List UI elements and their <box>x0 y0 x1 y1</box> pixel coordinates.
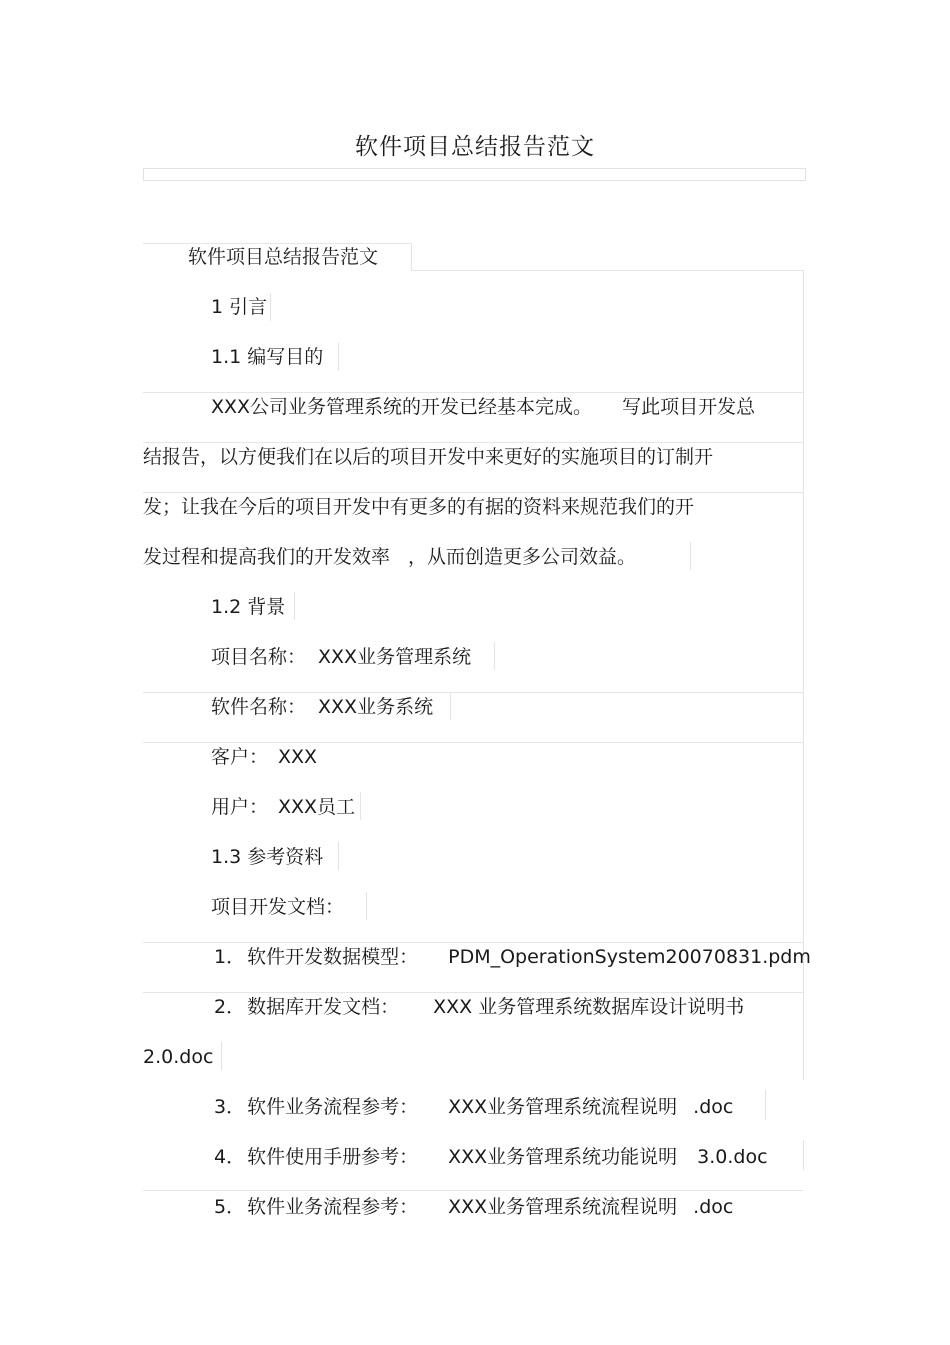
section-heading-1-1: 1.1 编写目的 <box>211 346 324 368</box>
purpose-paragraph-line: 发；让我在今后的项目开发中有更多的有据的资料来规范我们的开 <box>143 496 695 518</box>
table-rule <box>450 692 451 720</box>
purpose-text: ，从而创造更多公司效益。 <box>408 546 637 568</box>
field-label: 项目名称： <box>211 646 307 668</box>
purpose-text: 写此项目开发总 <box>622 396 756 418</box>
table-rule <box>411 243 412 270</box>
purpose-text: XXX公司业务管理系统的开发已经基本完成。 <box>211 396 593 418</box>
field-label: 软件名称： <box>211 696 307 718</box>
purpose-paragraph-line <box>143 543 636 571</box>
doc-list-item <box>214 1093 733 1121</box>
doc-list-item <box>214 1143 768 1171</box>
doc-label: 软件业务流程参考： <box>247 1196 419 1218</box>
table-rule <box>411 270 804 271</box>
table-rule <box>221 1042 222 1070</box>
doc-list-item <box>214 943 811 971</box>
table-rule <box>360 792 361 820</box>
background-user <box>211 793 355 821</box>
field-value: XXX员工 <box>278 796 356 818</box>
table-rule <box>338 842 339 870</box>
table-rule <box>366 892 367 920</box>
doc-number: 1． <box>214 946 246 968</box>
field-value: XXX <box>278 746 318 768</box>
doc-value: XXX业务管理系统流程说明 <box>448 1196 678 1218</box>
field-label: 客户： <box>211 746 269 768</box>
document-title: 软件项目总结报告范文 <box>355 134 595 160</box>
doc-number: 5． <box>214 1196 246 1218</box>
purpose-paragraph-line <box>211 393 755 421</box>
background-software-name <box>211 693 433 721</box>
field-label: 用户： <box>211 796 269 818</box>
purpose-text: 发过程和提高我们的开发效率 <box>143 546 391 568</box>
doc-number: 2． <box>214 996 246 1018</box>
doc-list-item <box>214 993 744 1021</box>
table-rule <box>803 1140 804 1170</box>
doc-value: XXX业务管理系统流程说明 <box>448 1096 678 1118</box>
doc-value: XXX 业务管理系统数据库设计说明书 <box>433 996 745 1018</box>
doc-extension: .doc <box>693 1096 734 1118</box>
docs-label: 项目开发文档： <box>211 896 345 918</box>
doc-extension: 3.0.doc <box>697 1146 768 1168</box>
purpose-paragraph-line: 结报告，以方便我们在以后的项目开发中来更好的实施项目的订制开 <box>143 446 714 468</box>
doc-label: 软件使用手册参考： <box>247 1146 419 1168</box>
table-rule <box>270 293 271 321</box>
doc-label: 数据库开发文档： <box>247 996 400 1018</box>
section-heading-1-2: 1.2 背景 <box>211 596 286 618</box>
field-value: XXX业务系统 <box>318 696 434 718</box>
table-rule <box>494 642 495 670</box>
doc-label: 软件业务流程参考： <box>247 1096 419 1118</box>
doc-label: 软件开发数据模型： <box>247 946 419 968</box>
table-rule <box>143 1190 803 1191</box>
table-rule <box>294 592 295 620</box>
doc-value: XXX业务管理系统功能说明 <box>448 1146 678 1168</box>
field-value: XXX业务管理系统 <box>318 646 472 668</box>
doc-list-item <box>214 1193 733 1221</box>
background-project-name <box>211 643 471 671</box>
section-heading-1: 1 引言 <box>211 296 268 318</box>
section-heading-1-3: 1.3 参考资料 <box>211 846 324 868</box>
doc-value: PDM_OperationSystem20070831.pdm <box>448 946 811 968</box>
doc-list-item-continued: 2.0.doc <box>143 1046 214 1068</box>
table-rule <box>338 343 339 371</box>
background-client <box>211 743 317 771</box>
body-heading: 软件项目总结报告范文 <box>188 246 379 268</box>
doc-number: 4． <box>214 1146 246 1168</box>
table-rule <box>765 1090 766 1120</box>
table-rule <box>690 542 691 570</box>
title-underline <box>143 168 806 181</box>
doc-extension: .doc <box>693 1196 734 1218</box>
doc-number: 3． <box>214 1096 246 1118</box>
